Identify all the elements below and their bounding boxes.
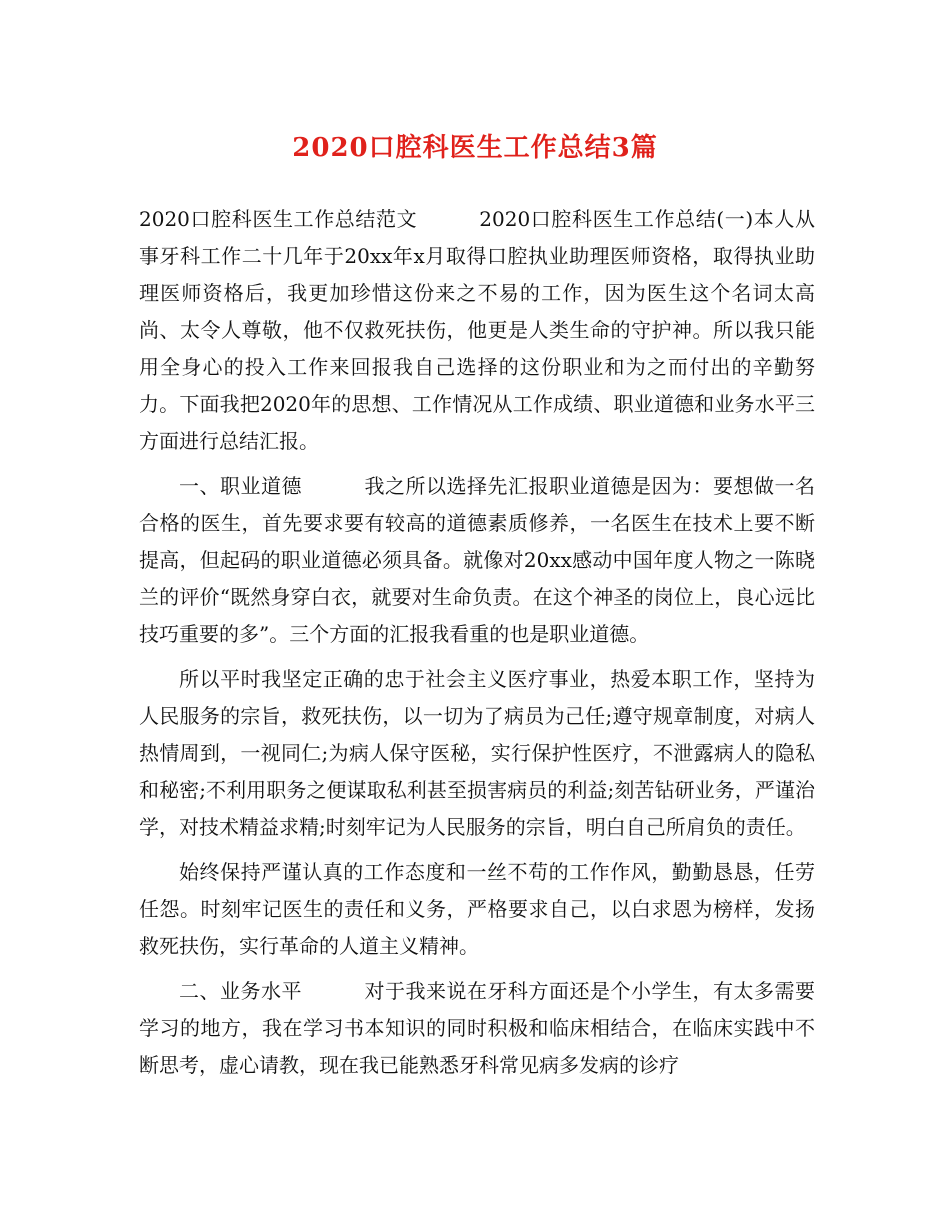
intro-text: 本人从事牙科工作二十几年于20xx年x月取得口腔执业助理医师资格，取得执业助理医师资格后，我更加珍惜这份来之不易的工作，因为医生这个名词太高尚、太令人尊敬，他不仅救死扶伤，他更是人类生命的守护神。所以我只能用全身心的投入工作来回报我自己选择的这份职业和为之而付出的辛勤努力。下面我把2020年的思想、工作情况从工作成绩、职业道德和业务水平三方面进行总结汇报。	[139, 207, 815, 453]
document-body	[139, 201, 815, 1092]
document-title: 2020口腔科医生工作总结3篇	[292, 133, 658, 163]
paragraph-ethics	[139, 468, 815, 653]
attitude-text: 始终保持严谨认真的工作态度和一丝不苟的工作作风，勤勤恳恳，任劳任怨。时刻牢记医生的责任和义务，严格要求自己，以白求恩为榜样，发扬救死扶伤，实行革命的人道主义精神。	[139, 860, 815, 958]
conduct-text: 所以平时我坚定正确的忠于社会主义医疗事业，热爱本职工作，坚持为人民服务的宗旨，救死扶伤，以一切为了病员为己任;遵守规章制度，对病人热情周到，一视同仁;为病人保守医秘，实行保护性医疗，不泄露病人的隐私和秘密;不利用职务之便谋取私利甚至损害病员的利益;刻苦钻研业务，严谨治学，对技术精益求精;时刻牢记为人民服务的宗旨，明白自己所肩负的责任。	[139, 667, 815, 839]
intro-heading: 2020口腔科医生工作总结范文	[139, 207, 418, 231]
ethics-heading: 一、职业道德	[179, 474, 302, 498]
ethics-text: 我之所以选择先汇报职业道德是因为：要想做一名合格的医生，首先要求要有较高的道德素质修养，一名医生在技术上要不断提高，但起码的职业道德必须具备。就像对20xx感动中国年度人物之一陈晓兰的评价“既然身穿白衣，就要对生命负责。在这个神圣的岗位上，良心远比技巧重要的多”。三个方面的汇报我看重的也是职业道德。	[139, 474, 815, 646]
paragraph-skills	[139, 973, 815, 1084]
paragraph-intro	[139, 201, 815, 460]
paragraph-conduct	[139, 661, 815, 846]
skills-text: 对于我来说在牙科方面还是个小学生，有太多需要学习的地方，我在学习书本知识的同时积极和临床相结合，在临床实践中不断思考，虚心请教，现在我已能熟悉牙科常见病多发病的诊疗	[139, 979, 815, 1077]
intro-subheading: 2020口腔科医生工作总结(一)	[479, 207, 754, 231]
paragraph-attitude	[139, 854, 815, 965]
skills-heading: 二、业务水平	[179, 979, 302, 1003]
